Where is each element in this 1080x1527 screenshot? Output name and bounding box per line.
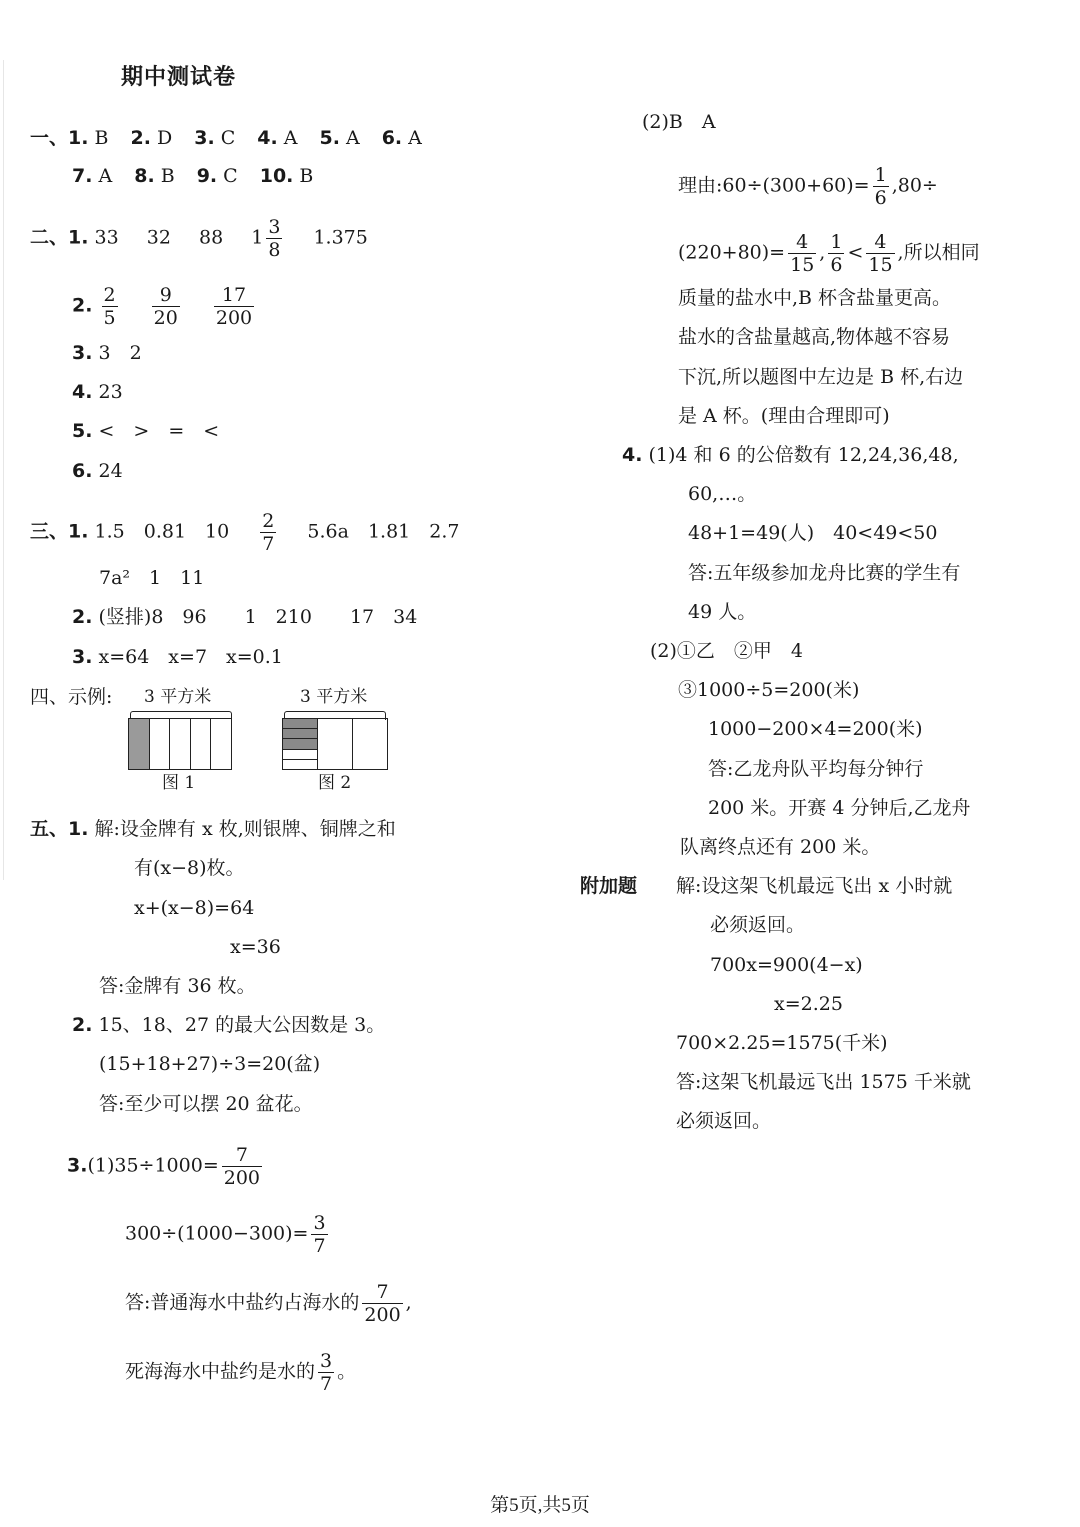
cell [211, 719, 231, 769]
solution-line: (2)①乙 ②甲 4 [650, 640, 804, 662]
denominator: 6 [874, 187, 887, 209]
question-number: 6. [381, 127, 403, 149]
reason-text: (220+80)= [678, 241, 786, 264]
choice-answer: A [339, 127, 360, 149]
answer-line: 200 米。开赛 4 分钟后,乙龙舟 [708, 797, 971, 819]
question-number: 2. [72, 606, 93, 628]
equation: 700×2.25=1575(千米) [676, 1032, 888, 1054]
denominator: 15 [790, 254, 815, 276]
section-5-q2 [72, 1011, 385, 1039]
less-than-sign: < [847, 241, 864, 264]
solution-line: 必须返回。 [710, 914, 806, 936]
r3-reason-line: 是 A 杯。(理由合理即可) [678, 405, 890, 427]
denominator: 20 [153, 307, 178, 329]
r3-reason-line [678, 231, 980, 276]
cell [170, 719, 191, 769]
fraction [266, 216, 282, 261]
figure-2-rectangle [282, 718, 388, 770]
section-2-q6 [72, 457, 123, 485]
choice-answer: A [402, 127, 422, 149]
fraction [788, 231, 816, 276]
answer-line: 答:这架飞机最远飞出 1575 千米就 [676, 1071, 971, 1093]
denominator: 200 [215, 307, 253, 329]
solution-line: (1)4 和 6 的公倍数有 12,24,36,48, [648, 444, 959, 466]
answer: 33 [94, 226, 119, 249]
fraction [260, 510, 276, 555]
equation-result: x=2.25 [774, 993, 843, 1015]
fraction [311, 1212, 327, 1257]
numerator: 1 [874, 164, 887, 186]
reason-text: 理由:60÷(300+60)= [678, 174, 870, 197]
choice-answer: B [293, 165, 314, 187]
answer: (竖排)8 96 1 210 17 34 [98, 606, 418, 628]
numerator: 1 [830, 231, 843, 253]
section-2-q4 [72, 378, 123, 406]
fraction [873, 164, 889, 209]
equation: ③1000÷5=200(米) [678, 679, 860, 701]
answer-line: 答:金牌有 36 枚。 [99, 975, 256, 997]
question-number: 3. [72, 342, 93, 364]
r3-reason-line: 质量的盐水中,B 杯含盐量更高。 [678, 287, 952, 309]
question-number: 4. [72, 381, 93, 403]
denominator: 200 [364, 1304, 401, 1326]
r3-reason-line [678, 164, 938, 209]
cell [150, 719, 171, 769]
section-3-q1-line2: 7a² 1 11 [99, 567, 205, 589]
answer: x=64 x=7 x=0.1 [98, 646, 283, 668]
answer-line [125, 1350, 356, 1395]
choice-answer: C [214, 127, 236, 149]
answer: < > = < [98, 420, 220, 442]
solution-line: 60,…。 [688, 483, 757, 505]
numerator: 3 [313, 1212, 326, 1234]
section-4-label: 四、示例: [30, 686, 113, 708]
punctuation: , [819, 241, 826, 264]
mixed-number-whole: 1 [251, 226, 264, 249]
denominator: 15 [868, 254, 893, 276]
numerator: 4 [866, 231, 894, 254]
question-number: 4. [622, 444, 643, 466]
section-1-label: 一、 [30, 127, 69, 149]
choice-answer: A [92, 165, 113, 187]
numerator: 9 [152, 284, 180, 307]
bonus-question-label: 附加题 [580, 875, 638, 897]
question-number: 2. [72, 1014, 93, 1036]
fraction [214, 284, 254, 329]
answer-line: 答:乙龙舟队平均每分钟行 [708, 758, 924, 780]
section-2-q2 [72, 284, 257, 329]
denominator: 200 [223, 1167, 261, 1189]
numerator: 17 [214, 284, 254, 307]
punctuation: 。 [337, 1360, 357, 1383]
answer-line: 必须返回。 [676, 1110, 772, 1132]
section-3-q3 [72, 643, 283, 671]
numerator: 3 [268, 216, 281, 238]
section-3-q1 [30, 510, 459, 555]
question-number: 7. [72, 165, 93, 187]
r4-q-line [622, 441, 959, 469]
solution-line: 有(x−8)枚。 [134, 857, 245, 879]
solution-line: 解:设这架飞机最远飞出 x 小时就 [676, 875, 953, 897]
denominator: 7 [262, 533, 275, 555]
answer-line: 49 人。 [688, 601, 757, 623]
figure-1-rectangle [128, 718, 232, 770]
equation: x+(x−8)=64 [134, 897, 255, 919]
solution-line: 15、18、27 的最大公因数是 3。 [98, 1014, 386, 1036]
denominator: 5 [103, 307, 116, 329]
equation: 700x=900(4−x) [710, 954, 863, 976]
answer-line: 答:五年级参加龙舟比赛的学生有 [688, 562, 961, 584]
equation [125, 1212, 331, 1257]
answer-text: 答:普通海水中盐约占海水的 [125, 1291, 360, 1314]
denominator: 8 [268, 239, 281, 261]
question-number: 9. [196, 165, 218, 187]
question-number: 5. [319, 127, 340, 149]
question-number: 1. [68, 226, 89, 249]
section-2-q1 [30, 216, 368, 261]
fraction [866, 231, 894, 276]
r3-reason-line: 盐水的含盐量越高,物体越不容易 [678, 326, 951, 348]
figure-2-area-label: 3 平方米 [300, 687, 368, 707]
equation: (1)35÷1000= [87, 1154, 219, 1177]
question-number: 4. [257, 127, 278, 149]
cell [318, 719, 353, 769]
section-1-row-1 [30, 124, 422, 152]
answer: 1.5 0.81 10 [94, 520, 230, 543]
shaded-cell [129, 719, 150, 769]
question-number: 1. [68, 818, 89, 840]
answer: 24 [98, 460, 123, 482]
fraction [102, 284, 118, 329]
section-3-label: 三、 [30, 520, 69, 543]
equation-result: x=36 [230, 936, 281, 958]
solution-line: 解:设金牌有 x 枚,则银牌、铜牌之和 [94, 818, 396, 840]
question-number: 1. [68, 520, 89, 543]
answer-text: 死海海水中盐约是水的 [125, 1360, 316, 1383]
fraction [152, 284, 180, 329]
question-number: 3. [72, 646, 93, 668]
section-5-q3 [67, 1144, 265, 1189]
answer-line: 队离终点还有 200 米。 [680, 836, 881, 858]
denominator: 7 [320, 1373, 333, 1395]
question-number: 8. [134, 165, 155, 187]
question-number: 3. [194, 127, 215, 149]
choice-answer: D [150, 127, 173, 149]
answer: 32 [146, 226, 171, 249]
numerator: 2 [103, 284, 116, 306]
figure-1 [128, 683, 234, 795]
question-number: 6. [72, 460, 93, 482]
equation-text: 300÷(1000−300)= [125, 1222, 309, 1245]
page-margin-line [3, 60, 4, 880]
reason-text: ,所以相同 [897, 241, 980, 264]
question-number: 2. [72, 294, 93, 317]
page-title: 期中测试卷 [121, 65, 237, 90]
reason-text: ,80÷ [891, 174, 938, 197]
answer-line: 答:至少可以摆 20 盆花。 [99, 1093, 313, 1115]
figure-1-caption: 图 1 [162, 773, 196, 793]
choice-answer: B [88, 127, 109, 149]
question-number: 3. [67, 1154, 88, 1177]
denominator: 7 [313, 1235, 326, 1257]
r3-reason-line: 下沉,所以题图中左边是 B 杯,右边 [678, 366, 964, 388]
denominator: 6 [830, 254, 843, 276]
section-2-label: 二、 [30, 226, 69, 249]
numerator: 7 [362, 1281, 402, 1304]
numerator: 4 [788, 231, 816, 254]
striped-cell [283, 719, 318, 769]
section-2-q3 [72, 339, 142, 367]
section-2-q5 [72, 417, 219, 445]
section-5-label: 五、 [30, 818, 69, 840]
page-footer: 第5页,共5页 [490, 1495, 590, 1516]
figure-1-area-label: 3 平方米 [144, 687, 212, 707]
equation: 48+1=49(人) 40<49<50 [688, 522, 938, 544]
fraction [318, 1350, 334, 1395]
punctuation: , [405, 1291, 412, 1314]
question-number: 10. [259, 165, 294, 187]
numerator: 3 [320, 1350, 333, 1372]
answer: 1.375 [313, 226, 368, 249]
fraction [222, 1144, 262, 1189]
answer: 3 2 [98, 342, 142, 364]
figure-2-caption: 图 2 [318, 773, 352, 793]
answer-line [125, 1281, 412, 1326]
equation: (15+18+27)÷3=20(盆) [99, 1053, 321, 1075]
choice-answer: C [217, 165, 238, 187]
cell [353, 719, 387, 769]
section-5-q1 [30, 815, 396, 843]
question-number: 5. [72, 420, 93, 442]
equation: 1000−200×4=200(米) [708, 718, 923, 740]
fraction [362, 1281, 402, 1326]
section-1-row-2 [72, 162, 313, 190]
answer: 88 [198, 226, 224, 249]
numerator: 7 [222, 1144, 262, 1167]
question-number: 1. [68, 127, 89, 149]
fraction [828, 231, 844, 276]
answer: 23 [98, 381, 123, 403]
question-number: 2. [130, 127, 151, 149]
figure-2 [282, 683, 390, 795]
cell [191, 719, 212, 769]
r3-part2: (2)B A [642, 111, 716, 133]
numerator: 2 [262, 510, 275, 532]
choice-answer: B [154, 165, 175, 187]
answer: 5.6a 1.81 2.7 [307, 520, 460, 543]
section-3-q2 [72, 603, 417, 631]
choice-answer: A [277, 127, 298, 149]
